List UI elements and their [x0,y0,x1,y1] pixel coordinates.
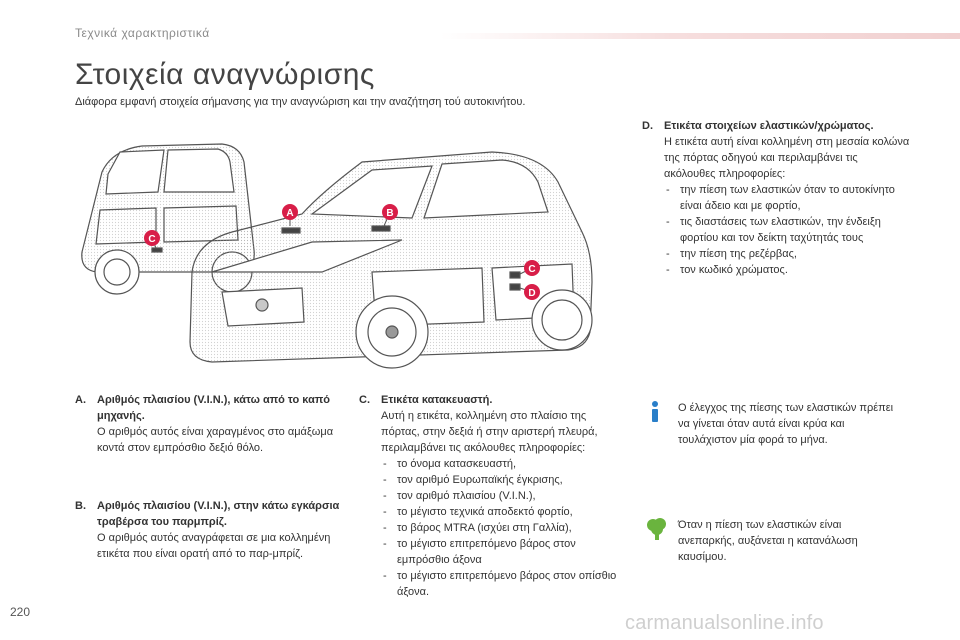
header-gradient-line [440,33,960,39]
marker-b-label: B [386,208,394,219]
list-item: - τις διαστάσεις των ελαστικών, την ένδειξη φορτίου και τον δείκτη ταχύτητάς τους [664,214,912,246]
car-identification-illustration [72,122,632,384]
marker-a-label: A [286,208,294,219]
item-d [642,118,912,278]
item-b-body: Ο αριθμός αυτός αναγράφεται σε μια κολλημένη ετικέτα που είναι ορατή από το παρ-μπρίζ. [97,532,331,560]
watermark-logo: carmanualsonline.info [625,612,824,634]
list-item: - την πίεση των ελαστικών όταν το αυτοκίνητο είναι άδειο και με φορτίο, [664,182,912,214]
list-item: - την πίεση της ρεζέρβας, [664,246,912,262]
list-item: - τον κωδικό χρώματος. [664,262,912,278]
list-item: - το βάρος MTRA (ισχύει στη Γαλλία), [381,520,624,536]
item-a-body: Ο αριθμός αυτός είναι χαραγμένος στο αμάξωμα κοντά στον εμπρόσθιο δεξιό θόλο. [97,426,334,454]
list-item: - το μέγιστο επιτρεπόμενο βάρος στον εμπρόσθιο άξονα [381,536,624,568]
item-c [359,392,624,600]
item-a-heading: Αριθμός πλαισίου (V.I.N.), κάτω από το καπό μηχανής. [97,394,330,422]
list-item: - τον αριθμό Ευρωπαϊκής έγκρισης, [381,472,624,488]
info-icon [646,400,664,424]
list-item: - το μέγιστο τεχνικά αποδεκτό φορτίο, [381,504,624,520]
list-item: - το μέγιστο επιτρεπόμενο βάρος στον οπίσθιο άξονα. [381,568,624,600]
section-label: Τεχνικά χαρακτηριστικά [75,26,210,40]
item-d-body: Η ετικέτα αυτή είναι κολλημένη στη μεσαία κολώνα της πόρτας οδηγού και περιλαμβάνει τις ακόλουθες πληροφορίες: [664,136,910,180]
eco-note [646,517,896,565]
item-b [75,498,340,562]
item-d-letter: D. [642,120,653,132]
eco-tree-icon [646,517,668,541]
marker-d-label: D [528,288,536,299]
item-c-list [381,456,624,600]
eco-note-text: Όταν η πίεση των ελαστικών είναι ανεπαρκής, αυξάνεται η κατανάλωση καυσίμου. [678,519,858,563]
info-note-text: Ο έλεγχος της πίεσης των ελαστικών πρέπει να γίνεται όταν αυτά είναι κρύα και τουλάχιστον μία φορά το μήνα. [678,402,894,446]
marker-c-front-label: C [528,264,536,275]
item-a-letter: A. [75,394,86,406]
item-b-heading: Αριθμός πλαισίου (V.I.N.), στην κάτω εγκάρσια τραβέρσα του παρμπρίζ. [97,500,340,528]
item-c-heading: Ετικέτα κατακευαστή. [381,394,493,406]
list-item: - το όνομα κατασκευαστή, [381,456,624,472]
list-item: - τον αριθμό πλαισίου (V.I.N.), [381,488,624,504]
item-a [75,392,340,456]
page-number: 220 [10,605,31,619]
front-car-drawing [190,152,592,368]
page-subtitle: Διάφορα εμφανή στοιχεία σήμανσης για την αναγνώριση και την αναζήτηση τού αυτοκινήτου. [75,96,526,108]
page-title: Στοιχεία αναγνώρισης [75,58,375,91]
item-d-heading: Ετικέτα στοιχείων ελαστικών/χρώματος. [664,120,874,132]
item-c-body: Αυτή η ετικέτα, κολλημένη στο πλαίσιο της πόρτας, στην δεξιά ή στην αριστερή πλευρά, περιλαμβάνει τις ακόλουθες πληροφορίες: [381,410,598,454]
item-b-letter: B. [75,500,86,512]
info-note [646,400,896,448]
marker-c-rear-label: C [148,234,156,245]
item-c-letter: C. [359,394,370,406]
item-d-list [664,182,912,278]
